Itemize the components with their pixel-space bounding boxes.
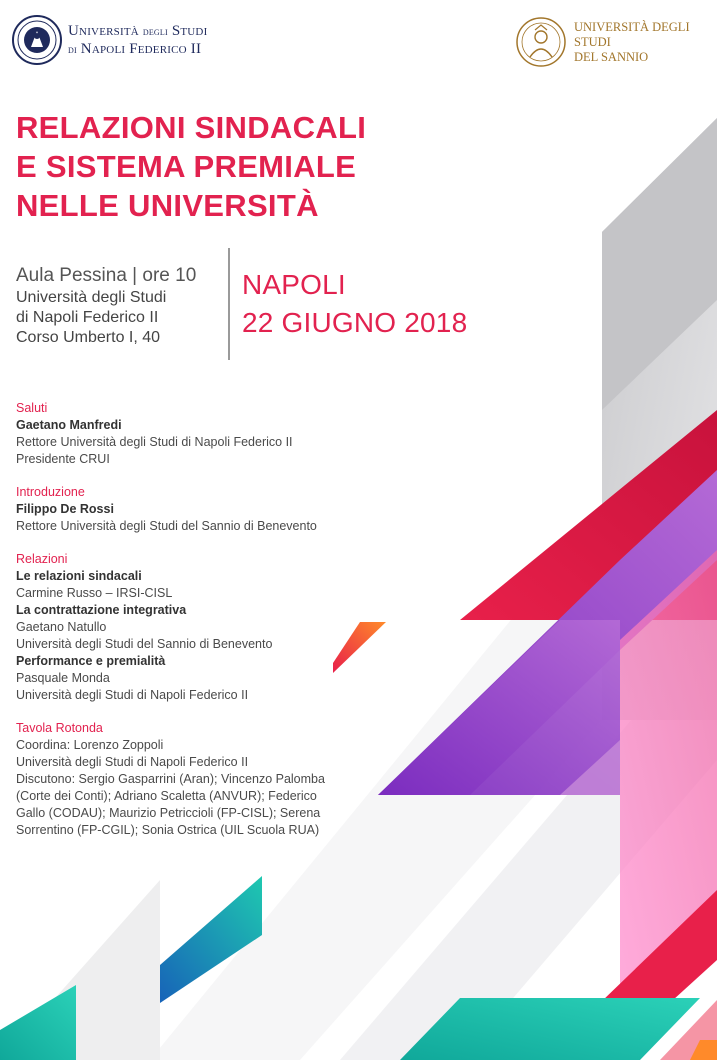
- title-line: E SISTEMA PREMIALE: [16, 149, 357, 184]
- title-line: NELLE UNIVERSITÀ: [16, 188, 319, 223]
- section-relazioni: [16, 551, 346, 704]
- speaker-name: Filippo De Rossi: [16, 502, 114, 516]
- venue-line: di Napoli Federico II: [16, 309, 159, 326]
- date-block: [242, 266, 522, 342]
- talk-affiliation: Università degli Studi di Napoli Federico II: [16, 688, 249, 702]
- venue-hall: Aula Pessina | ore 10: [16, 265, 197, 286]
- sannio-medal-icon: [516, 17, 566, 67]
- university-seal-icon: [12, 15, 62, 65]
- section-saluti: [16, 400, 346, 468]
- moderator: Coordina: Lorenzo Zoppoli: [16, 738, 164, 752]
- section-title: Introduzione: [16, 485, 85, 499]
- speaker-role: Presidente CRUI: [16, 452, 110, 466]
- talk-speaker: Gaetano Natullo: [16, 620, 107, 634]
- discussants: Discutono: Sergio Gasparrini (Aran); Vincenzo Palomba (Corte dei Conti); Adriano Scaletta (ANVUR); Federico Gallo (CODAU); Maurizio Petriccioli (FP-CISL); Serena Sorrentino (FP-CGIL); Sonia Ostrica (UIL Scuola RUA): [16, 772, 325, 837]
- venue-line: Università degli Studi: [16, 289, 167, 306]
- event-title: [16, 108, 466, 225]
- talk-topic: La contrattazione integrativa: [16, 603, 187, 617]
- section-introduzione: [16, 484, 346, 535]
- logo-federico-ii: [12, 14, 232, 66]
- section-title: Relazioni: [16, 552, 68, 566]
- event-date: 22 GIUGNO 2018: [242, 307, 468, 338]
- speaker-role: Rettore Università degli Studi del Sannio di Benevento: [16, 519, 317, 533]
- logo-sannio: [516, 16, 716, 68]
- venue-divider: [228, 248, 230, 360]
- federico-ii-wordmark: Università degli Studi di Napoli Federico II: [68, 22, 208, 57]
- talk-affiliation: Università degli Studi del Sannio di Benevento: [16, 637, 273, 651]
- speaker-role: Rettore Università degli Studi di Napoli Federico II: [16, 435, 293, 449]
- section-tavola-rotonda: [16, 720, 346, 839]
- section-title: Tavola Rotonda: [16, 721, 103, 735]
- moderator-affiliation: Università degli Studi di Napoli Federico II: [16, 755, 249, 769]
- venue-block: [16, 264, 228, 348]
- speaker-name: Gaetano Manfredi: [16, 418, 122, 432]
- talk-speaker: Carmine Russo – IRSI-CISL: [16, 586, 173, 600]
- talk-topic: Le relazioni sindacali: [16, 569, 142, 583]
- section-title: Saluti: [16, 401, 48, 415]
- venue-line: Corso Umberto I, 40: [16, 329, 161, 346]
- title-line: RELAZIONI SINDACALI: [16, 110, 367, 145]
- talk-speaker: Pasquale Monda: [16, 671, 110, 685]
- talk-topic: Performance e premialità: [16, 654, 166, 668]
- sannio-wordmark: UNIVERSITÀ DEGLI STUDI DEL SANNIO: [574, 19, 690, 64]
- program: [16, 400, 346, 855]
- event-city: NAPOLI: [242, 269, 346, 300]
